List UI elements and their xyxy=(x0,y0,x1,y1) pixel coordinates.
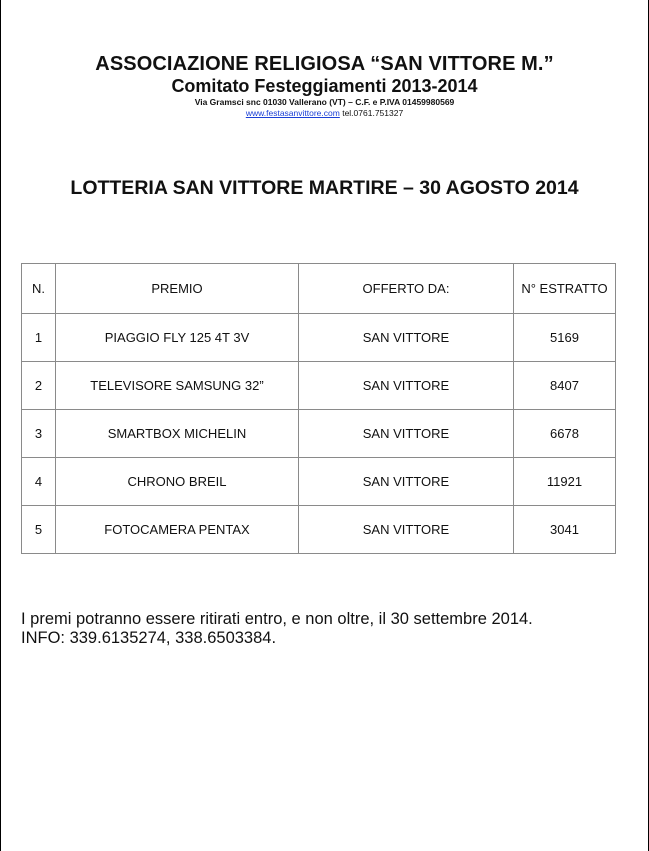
row-number: 1 xyxy=(22,314,56,362)
page-border-left xyxy=(0,0,1,851)
drawn-number: 11921 xyxy=(514,458,616,506)
column-header-number: N. xyxy=(22,264,56,314)
table-row xyxy=(22,314,616,362)
drawn-number: 8407 xyxy=(514,362,616,410)
address-line: Via Gramsci snc 01030 Vallerano (VT) – C.F. e P.IVA 01459980569 xyxy=(194,97,455,107)
committee-name: Comitato Festeggiamenti 2013-2014 xyxy=(171,76,478,96)
organization-name: ASSOCIAZIONE RELIGIOSA “SAN VITTORE M.” xyxy=(95,53,554,75)
row-number: 2 xyxy=(22,362,56,410)
drawn-number: 6678 xyxy=(514,410,616,458)
offered-by: SAN VITTORE xyxy=(299,362,514,410)
offered-by: SAN VITTORE xyxy=(299,458,514,506)
notes xyxy=(21,610,533,648)
offered-by: SAN VITTORE xyxy=(299,314,514,362)
offered-by: SAN VITTORE xyxy=(299,410,514,458)
offered-by: SAN VITTORE xyxy=(299,506,514,554)
column-header-drawn-number: N° ESTRATTO xyxy=(514,264,616,314)
drawn-number: 5169 xyxy=(514,314,616,362)
website-link[interactable]: www.festasanvittore.com xyxy=(245,108,340,118)
table-row xyxy=(22,410,616,458)
column-header-prize: PREMIO xyxy=(56,264,299,314)
row-number: 5 xyxy=(22,506,56,554)
column-header-offered-by: OFFERTO DA: xyxy=(299,264,514,314)
row-number: 4 xyxy=(22,458,56,506)
prize-name: SMARTBOX MICHELIN xyxy=(56,410,299,458)
prize-table xyxy=(21,263,616,554)
drawn-number: 3041 xyxy=(514,506,616,554)
table-row xyxy=(22,506,616,554)
phone-number: tel.0761.751327 xyxy=(342,108,404,118)
row-number: 3 xyxy=(22,410,56,458)
prize-name: CHRONO BREIL xyxy=(56,458,299,506)
table-row xyxy=(22,458,616,506)
lottery-title: LOTTERIA SAN VITTORE MARTIRE – 30 AGOSTO 2014 xyxy=(70,177,579,199)
table-row xyxy=(22,362,616,410)
pickup-deadline-note: I premi potranno essere ritirati entro, e non oltre, il 30 settembre 2014. xyxy=(21,610,533,628)
info-phone-numbers: INFO: 339.6135274, 338.6503384. xyxy=(21,629,277,647)
table-header-row xyxy=(22,264,616,314)
prize-name: FOTOCAMERA PENTAX xyxy=(56,506,299,554)
contact-line xyxy=(0,108,649,119)
prize-name: TELEVISORE SAMSUNG 32” xyxy=(56,362,299,410)
letterhead xyxy=(0,52,649,119)
prize-name: PIAGGIO FLY 125 4T 3V xyxy=(56,314,299,362)
